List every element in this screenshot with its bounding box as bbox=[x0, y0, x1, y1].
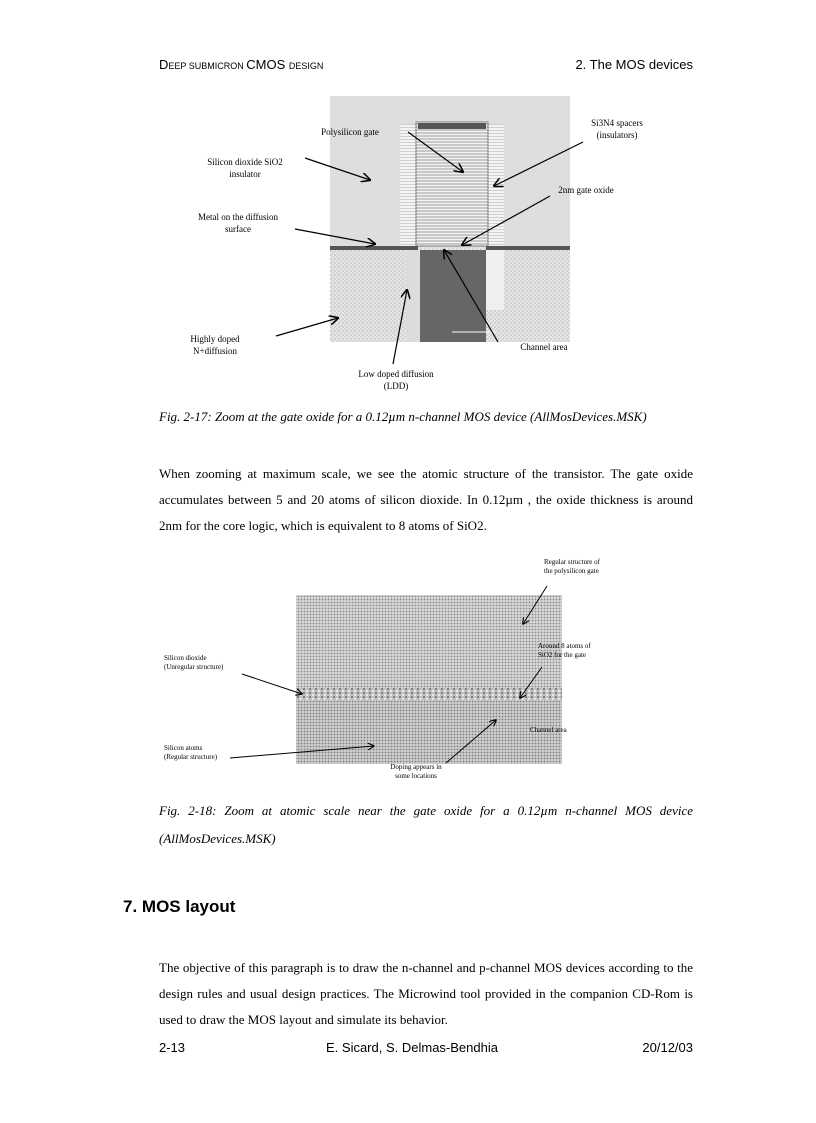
metal-line-right bbox=[486, 246, 570, 250]
label-line: SiO2 for the gate bbox=[538, 651, 587, 659]
label-line: insulator bbox=[229, 169, 261, 179]
label-line: Silicon dioxide bbox=[164, 654, 207, 662]
label-ldd bbox=[346, 368, 446, 392]
label-line: the polysilicon gate bbox=[544, 567, 599, 575]
spacer-left bbox=[400, 124, 416, 248]
label-line: Silicon atoms bbox=[164, 744, 203, 752]
section-title: MOS layout bbox=[141, 897, 236, 916]
poly-atoms bbox=[296, 595, 562, 688]
metal-line-left bbox=[330, 246, 418, 250]
arrow-silicon-dioxide bbox=[242, 674, 302, 694]
label-line: Highly doped bbox=[190, 334, 240, 344]
footer-page-number: 2-13 bbox=[159, 1040, 186, 1055]
header-part: DESIGN bbox=[288, 61, 324, 71]
figure-caption: Fig. 2-17: Zoom at the gate oxide for a 0.12µm n-channel MOS device (AllMosDevices.MSK) bbox=[159, 409, 647, 424]
label-polysilicon-gate: Polysilicon gate bbox=[321, 127, 379, 137]
label-channel-area: Channel area bbox=[520, 342, 568, 352]
right-diffusion-strip bbox=[486, 250, 504, 310]
channel-region bbox=[420, 250, 486, 342]
body-paragraph: When zooming at maximum scale, we see the atomic structure of the transistor. The gate oxide accumulates between 5 and 20 atoms of silicon dioxide. In 0.12µm , the oxide thickness is around 2nm for the core logic, which is equivalent to 8 atoms of SiO2. bbox=[159, 466, 693, 533]
arrow-highly-doped bbox=[276, 318, 338, 336]
footer-authors: E. Sicard, S. Delmas-Bendhia bbox=[326, 1040, 498, 1055]
label-line: Regular structure of bbox=[544, 558, 600, 566]
ldd-column bbox=[406, 250, 420, 342]
oxide-atoms bbox=[296, 688, 562, 700]
label-line: surface bbox=[225, 224, 251, 234]
header-part: EEP SUBMICRON bbox=[168, 61, 247, 71]
label-silicon-dioxide bbox=[164, 654, 274, 672]
label-line: Silicon dioxide SiO2 bbox=[207, 157, 283, 167]
silicon-atoms bbox=[296, 700, 562, 764]
figure-atomic-scale bbox=[150, 550, 670, 795]
label-highly-doped bbox=[176, 333, 254, 357]
section-number: 7. bbox=[123, 897, 138, 916]
label-line: Doping appears in bbox=[390, 763, 442, 771]
label-line: Low doped diffusion bbox=[358, 369, 434, 379]
label-regular-poly bbox=[544, 558, 644, 576]
label-si3n4-spacers bbox=[574, 117, 660, 141]
label-line: (Regular structure) bbox=[164, 753, 218, 761]
header-part: CMOS bbox=[246, 57, 289, 72]
label-doping bbox=[376, 763, 456, 781]
footer-date: 20/12/03 bbox=[642, 1040, 693, 1055]
label-around-8-atoms bbox=[538, 642, 638, 660]
gate-top-dark bbox=[418, 123, 486, 129]
poly-gate bbox=[416, 122, 488, 246]
header-part: D bbox=[159, 57, 169, 72]
label-gate-oxide: 2nm gate oxide bbox=[558, 185, 614, 195]
label-line: (insulators) bbox=[596, 130, 638, 140]
label-line: Metal on the diffusion bbox=[197, 212, 279, 222]
section-heading bbox=[123, 897, 235, 917]
label-line: Si3N4 spacers bbox=[591, 118, 643, 128]
label-channel-area-2: Channel area bbox=[530, 726, 567, 734]
label-line: some locations bbox=[395, 772, 437, 780]
label-line: (Unregular structure) bbox=[164, 663, 224, 671]
label-line: Around 8 atoms of bbox=[538, 642, 591, 650]
label-metal-diffusion bbox=[186, 211, 290, 235]
label-silicon-atoms bbox=[164, 744, 264, 762]
label-line: N+diffusion bbox=[193, 346, 237, 356]
running-header-left bbox=[159, 57, 323, 72]
figure-gate-oxide bbox=[150, 90, 650, 400]
running-header-right: 2. The MOS devices bbox=[575, 57, 693, 72]
label-line: (LDD) bbox=[383, 381, 409, 391]
label-sio2-insulator bbox=[190, 156, 300, 180]
body-paragraph: The objective of this paragraph is to draw the n-channel and p-channel MOS devices according to the design rules and usual design practices. The Microwind tool provided in the companion CD-Rom is used to draw the MOS layout and simulate its behavior. bbox=[159, 960, 693, 1027]
figure-caption: Fig. 2-18: Zoom at atomic scale near the gate oxide for a 0.12µm n-channel MOS device (AllMosDevices.MSK) bbox=[159, 803, 693, 846]
